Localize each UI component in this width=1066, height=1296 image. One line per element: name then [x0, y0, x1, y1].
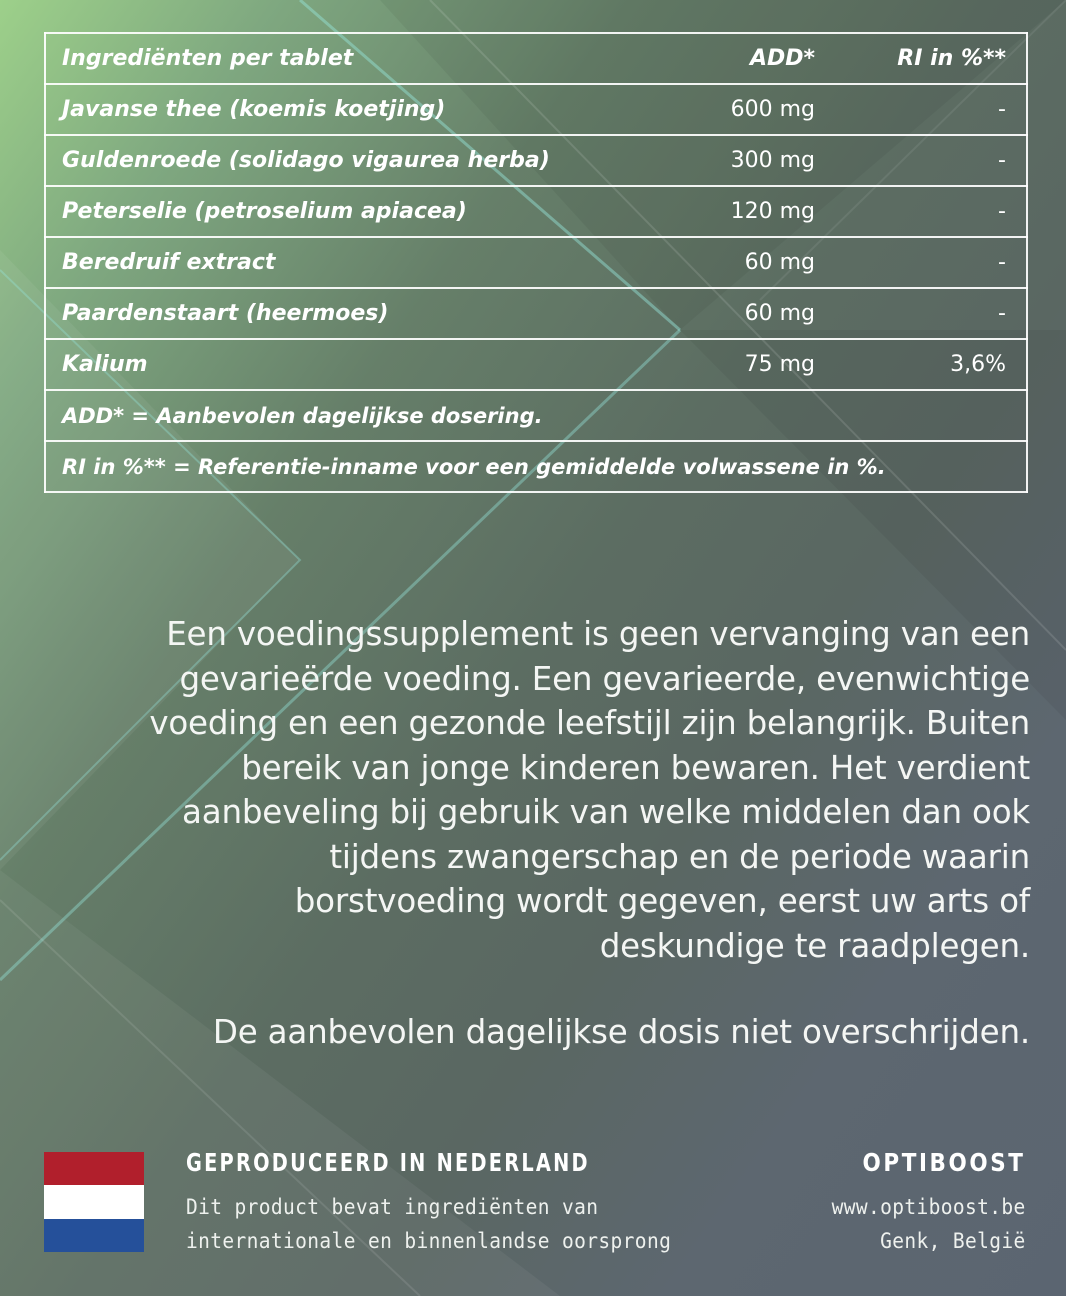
brand-contact	[832, 1190, 1026, 1258]
ingredient-ri: -	[835, 288, 1027, 339]
disclaimer-line: deskundige te raadplegen.	[599, 926, 1030, 965]
table-note-row	[45, 441, 1027, 492]
website-link[interactable]: www.optiboost.be	[831, 1195, 1026, 1219]
ingredient-name: Javanse thee (koemis koetjing)	[45, 84, 645, 135]
table-row	[45, 186, 1027, 237]
ingredient-name: Guldenroede (solidago vigaurea herba)	[45, 135, 645, 186]
ingredient-add: 75 mg	[645, 339, 835, 390]
nutrition-table	[44, 32, 1028, 493]
origin-description	[186, 1190, 671, 1258]
flag-stripe-white	[44, 1185, 144, 1218]
ingredient-name: Kalium	[45, 339, 645, 390]
ingredient-ri: -	[835, 135, 1027, 186]
ingredient-ri: -	[835, 186, 1027, 237]
ingredient-name: Peterselie (petroselium apiacea)	[45, 186, 645, 237]
ingredient-name: Beredruif extract	[45, 237, 645, 288]
origin-line: Dit product bevat ingrediënten van	[186, 1195, 599, 1219]
ingredient-ri: -	[835, 84, 1027, 135]
table-header-row	[45, 33, 1027, 84]
table-row	[45, 288, 1027, 339]
header-ri: RI in %**	[835, 33, 1027, 84]
header-ingredient: Ingrediënten per tablet	[45, 33, 645, 84]
table-note-row	[45, 390, 1027, 441]
disclaimer-line: gevarieërde voeding. Een gevarieerde, evenwichtige	[179, 659, 1030, 698]
footnote-add: ADD* = Aanbevolen dagelijkse dosering.	[45, 390, 1027, 441]
table-row	[45, 84, 1027, 135]
flag-stripe-red	[44, 1152, 144, 1185]
ingredient-add: 300 mg	[645, 135, 835, 186]
disclaimer-line: aanbeveling bij gebruik van welke middelen dan ook	[182, 793, 1030, 831]
disclaimer-line: bereik van jonge kinderen bewaren. Het verdient	[241, 748, 1030, 787]
disclaimer-paragraph	[40, 612, 1030, 968]
disclaimer-line: tijdens zwangerschap en de periode waarin	[329, 837, 1030, 876]
origin-heading: GEPRODUCEERD IN NEDERLAND	[186, 1148, 590, 1177]
origin-line: internationale en binnenlandse oorsprong	[186, 1229, 672, 1253]
flag-stripe-blue	[44, 1219, 144, 1252]
brand-name: OPTIBOOST	[862, 1148, 1026, 1177]
footnote-ri: RI in %** = Referentie-inname voor een gemiddelde volwassene in %.	[45, 441, 1027, 492]
brand-location: Genk, België	[880, 1229, 1026, 1253]
ingredient-add: 60 mg	[645, 288, 835, 339]
disclaimer-line: Een voedingssupplement is geen vervanging van een	[166, 615, 1030, 653]
ingredient-add: 120 mg	[645, 186, 835, 237]
table-row	[45, 339, 1027, 390]
table-row	[45, 135, 1027, 186]
disclaimer-line: borstvoeding wordt gegeven, eerst uw arts of	[294, 882, 1030, 920]
table-row	[45, 237, 1027, 288]
ingredient-ri: -	[835, 237, 1027, 288]
ingredient-ri: 3,6%	[835, 339, 1027, 390]
ingredient-name: Paardenstaart (heermoes)	[45, 288, 645, 339]
header-add: ADD*	[645, 33, 835, 84]
ingredient-add: 60 mg	[645, 237, 835, 288]
netherlands-flag-icon	[44, 1152, 144, 1252]
dosage-warning: De aanbevolen dagelijkse dosis niet overschrijden.	[212, 1013, 1030, 1051]
disclaimer-line: voeding en een gezonde leefstijl zijn belangrijk. Buiten	[149, 704, 1030, 742]
ingredient-add: 600 mg	[645, 84, 835, 135]
